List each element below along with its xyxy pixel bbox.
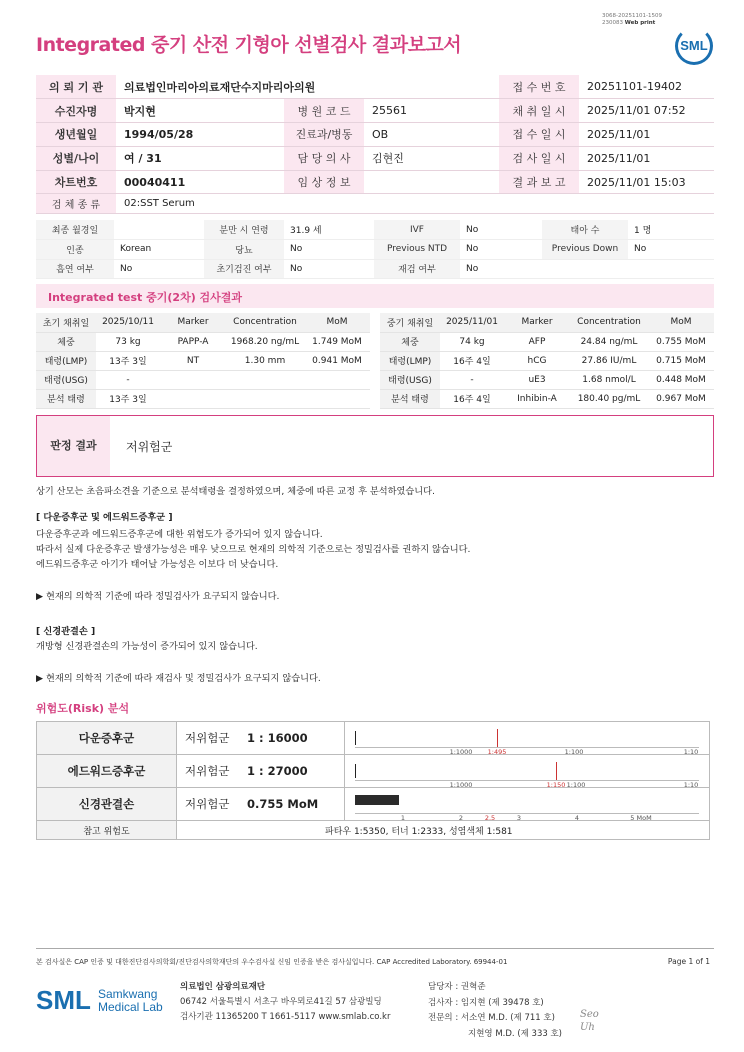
info-label: 생년월일 [36, 123, 116, 147]
lmp-value [114, 220, 204, 240]
receipt-no-value: 20251101-19402 [579, 75, 714, 99]
section-title: Integrated test 중기(2차) 검사결과 [48, 291, 243, 304]
col-header: MoM [648, 313, 714, 332]
row-label: 태령(LMP) [36, 351, 96, 370]
second-trimester-table [380, 313, 714, 409]
accreditation-note: 본 검사실은 CAP 인증 및 대한진단검사의학회/진단검사의학재단의 우수검사실 신임 인증을 받은 검사실입니다. CAP Accredited Laboratory. 69944-01 [36, 958, 508, 966]
gauge-start-tick [355, 731, 356, 745]
cutoff-marker [497, 729, 498, 747]
ntd-mom-bar [355, 795, 399, 805]
clinical-info-value [364, 170, 499, 194]
row-label: 태령(LMP) [380, 351, 440, 370]
ga-lmp-value: 16주 4일 [440, 351, 504, 370]
row-label: 분석 태령 [36, 389, 96, 408]
staff-info [428, 980, 562, 1042]
info-label: 검 사 일 시 [499, 146, 579, 170]
dept-value: OB [364, 123, 499, 147]
signature [580, 1008, 599, 1034]
factor-label: IVF [374, 220, 460, 240]
hospital-code-value: 25561 [364, 99, 499, 123]
signature-line: Seo [580, 1009, 599, 1020]
row-label: 태령(USG) [380, 370, 440, 389]
org-address: 06742 서울특별시 서초구 바우뫼로41길 57 삼광빌딩 [180, 997, 382, 1007]
weight-value: 74 kg [440, 332, 504, 351]
prev-ntd-value: No [460, 240, 542, 260]
second-collect-date: 2025/11/01 [440, 313, 504, 332]
reference-risk-value: 파타우 1:5350, 터너 1:2333, 성염색체 1:581 [177, 821, 710, 840]
report-time-value: 2025/11/01 15:03 [579, 170, 714, 194]
tick-label: 3 [516, 814, 522, 822]
patient-info-table [36, 75, 714, 214]
tick-label: 1:1000 [449, 748, 473, 756]
marker-mom: 0.448 MoM [648, 370, 714, 389]
col-header: Concentration [570, 313, 648, 332]
print-code-line: 3068-20251101-1509 [602, 13, 662, 19]
brand-line: Medical Lab [98, 1000, 163, 1014]
doctor-value: 김현진 [364, 146, 499, 170]
marker-name: Inhibin-A [504, 389, 570, 408]
org-contact: 검사기관 11365200 T 1661-5117 www.smlab.co.kr [180, 1012, 391, 1022]
down-heading: [ 다운증후군 및 에드워드증후군 ] [36, 512, 173, 523]
marker-mom: 0.967 MoM [648, 389, 714, 408]
info-label: 접 수 번 호 [499, 75, 579, 99]
retest-value: No [460, 259, 542, 279]
judgement-value: 저위험군 [126, 440, 173, 454]
patient-name-value: 박지현 [116, 99, 284, 123]
info-label: 차트번호 [36, 170, 116, 194]
cutoff-label: 2.5 [484, 814, 496, 822]
info-label: 병 원 코 드 [284, 99, 364, 123]
risk-name: 신경관결손 [37, 788, 177, 821]
col-header: Concentration [226, 313, 304, 332]
cutoff-marker [556, 762, 557, 780]
marker-conc: 1.30 mm [226, 351, 304, 370]
first-trimester-table [36, 313, 370, 409]
org-info [180, 980, 390, 1025]
cutoff-label: 1:495 [487, 748, 507, 756]
gauge-start-tick [355, 764, 356, 778]
tick-label: 1 [400, 814, 406, 822]
print-code-line: 230083 [602, 20, 624, 26]
down-risk-gauge [345, 722, 710, 755]
risk-name: 다운증후군 [37, 722, 177, 755]
fetus-value: 1 명 [628, 220, 714, 240]
marker-mom: 0.755 MoM [648, 332, 714, 351]
comment-intro: 상기 산모는 초음파소견을 기준으로 분석태령을 결정하였으며, 체중에 따른 교정 후 분석하였습니다. [36, 486, 435, 497]
gauge-axis [355, 747, 699, 748]
ntd-risk-gauge [345, 788, 710, 821]
cutoff-label: 1:150 [546, 781, 566, 789]
risk-level: 저위험군 [185, 797, 230, 811]
comment-line: 에드워드증후군 아기가 태어날 가능성은 이보다 더 낮습니다. [36, 559, 279, 570]
marker-name: AFP [504, 332, 570, 351]
info-label: 채 취 일 시 [499, 99, 579, 123]
row-label: 분석 태령 [380, 389, 440, 408]
risk-value: 0.755 MoM [247, 797, 319, 811]
col-header: 중기 채취일 [380, 313, 440, 332]
delivery-age-value: 31.9 세 [284, 220, 374, 240]
tick-label: 1:1000 [449, 781, 473, 789]
signature-line: Uh [580, 1022, 595, 1033]
tick-label: 1:10 [683, 748, 699, 756]
col-header: Marker [160, 313, 226, 332]
col-header: Marker [504, 313, 570, 332]
gauge-axis [355, 780, 699, 781]
risk-name: 에드워드증후군 [37, 755, 177, 788]
info-label: 진료과/병동 [284, 123, 364, 147]
marker-mom: 1.749 MoM [304, 332, 370, 351]
factor-label: 최종 월경일 [36, 220, 114, 240]
tick-label: 1:10 [683, 781, 699, 789]
factor-label: 재검 여부 [374, 259, 460, 279]
marker-mom: 0.941 MoM [304, 351, 370, 370]
marker-mom: 0.715 MoM [648, 351, 714, 370]
comment-line: 따라서 실제 다운증후군 발생가능성은 매우 낮으므로 현재의 의학적 기준으로는 정밀검사를 권하지 않습니다. [36, 544, 471, 555]
col-header: 초기 채취일 [36, 313, 96, 332]
web-print-label: Web print [624, 20, 656, 26]
info-label: 담 당 의 사 [284, 146, 364, 170]
factor-label: Previous Down [542, 240, 628, 260]
print-code [602, 13, 662, 27]
tick-label: 5 MoM [630, 814, 652, 822]
prev-down-value: No [628, 240, 714, 260]
sml-logo-text: SML [36, 985, 91, 1015]
requester-value: 의료법인마리아의료재단수지마리아의원 [116, 75, 499, 99]
staff-line: 담당자 : 권혁준 [428, 982, 486, 992]
specimen-value: 02:SST Serum [116, 194, 714, 214]
marker-conc: 1.68 nmol/L [570, 370, 648, 389]
risk-title: 위험도(Risk) 분석 [36, 702, 130, 715]
tick-label: 1:100 [564, 748, 584, 756]
reference-risk-label: 참고 위험도 [37, 821, 177, 840]
risk-level: 저위험군 [185, 764, 230, 778]
race-value: Korean [114, 240, 204, 260]
factor-label: Previous NTD [374, 240, 460, 260]
marker-conc: 180.40 pg/mL [570, 389, 648, 408]
comment-line: 다운증후군과 에드워드증후군에 대한 위험도가 증가되어 있지 않습니다. [36, 529, 323, 540]
org-name: 의료법인 삼광의료재단 [180, 982, 266, 992]
risk-value: 1 : 16000 [247, 731, 308, 745]
ga-analysis-value: 16주 4일 [440, 389, 504, 408]
factor-label: 흡연 여부 [36, 259, 114, 279]
info-label: 성별/나이 [36, 146, 116, 170]
ga-usg-value: - [96, 370, 160, 389]
maternal-factors-table [36, 220, 714, 279]
ntd-recommendation: ▶ 현재의 의학적 기준에 따라 재검사 및 정밀검사가 요구되지 않습니다. [36, 673, 321, 684]
info-label: 결 과 보 고 [499, 170, 579, 194]
factor-label: 인종 [36, 240, 114, 260]
factor-label: 초기검진 여부 [204, 259, 284, 279]
row-label: 체중 [380, 332, 440, 351]
info-label: 임 상 정 보 [284, 170, 364, 194]
marker-name: hCG [504, 351, 570, 370]
risk-value: 1 : 27000 [247, 764, 308, 778]
info-label: 접 수 일 시 [499, 123, 579, 147]
ntd-heading: [ 신경관결손 ] [36, 626, 96, 637]
info-label: 검 체 종 류 [36, 194, 116, 214]
ga-usg-value: - [440, 370, 504, 389]
brand-line: Samkwang [98, 987, 158, 1001]
sex-age-value: 여 / 31 [116, 146, 284, 170]
staff-line: 검사자 : 임지현 (제 39478 호) [428, 997, 544, 1008]
tick-label: 2 [458, 814, 464, 822]
marker-conc: 24.84 ng/mL [570, 332, 648, 351]
ivf-value: No [460, 220, 542, 240]
info-label: 수진자명 [36, 99, 116, 123]
weight-value: 73 kg [96, 332, 160, 351]
row-label: 태령(USG) [36, 370, 96, 389]
diabetes-value: No [284, 240, 374, 260]
ga-lmp-value: 13주 3일 [96, 351, 160, 370]
smoking-value: No [114, 259, 204, 279]
tick-label: 4 [574, 814, 580, 822]
first-collect-date: 2025/10/11 [96, 313, 160, 332]
tick-label: 1:100 [566, 781, 586, 789]
down-recommendation: ▶ 현재의 의학적 기준에 따라 정밀검사가 요구되지 않습니다. [36, 591, 280, 602]
receipt-date-value: 2025/11/01 [579, 123, 714, 147]
factor-label: 당뇨 [204, 240, 284, 260]
judgement-label: 판정 결과 [37, 416, 110, 476]
factor-label: 태아 수 [542, 220, 628, 240]
report-title: Integrated 중기 산전 기형아 선별검사 결과보고서 [36, 34, 462, 56]
staff-line: 지현영 M.D. (제 333 호) [468, 1028, 563, 1039]
page-number: Page 1 of 1 [667, 957, 710, 966]
birth-value: 1994/05/28 [116, 123, 284, 147]
early-check-value: No [284, 259, 374, 279]
factor-label: 분만 시 연령 [204, 220, 284, 240]
chart-no-value: 00040411 [116, 170, 284, 194]
risk-table [36, 721, 710, 840]
staff-line: 전문의 : 서소연 M.D. (제 711 호) [428, 1013, 555, 1023]
marker-name: uE3 [504, 370, 570, 389]
sml-logo-icon: SML [675, 27, 713, 65]
info-label: 의 뢰 기 관 [36, 75, 116, 99]
footer-divider [36, 948, 714, 949]
collect-time-value: 2025/11/01 07:52 [579, 99, 714, 123]
comment-line: 개방형 신경관결손의 가능성이 증가되어 있지 않습니다. [36, 641, 258, 652]
marker-name: PAPP-A [160, 332, 226, 351]
marker-conc: 1968.20 ng/mL [226, 332, 304, 351]
marker-conc: 27.86 IU/mL [570, 351, 648, 370]
edwards-risk-gauge [345, 755, 710, 788]
ga-analysis-value: 13주 3일 [96, 389, 160, 408]
row-label: 체중 [36, 332, 96, 351]
col-header: MoM [304, 313, 370, 332]
marker-name: NT [160, 351, 226, 370]
risk-level: 저위험군 [185, 731, 230, 745]
test-date-value: 2025/11/01 [579, 146, 714, 170]
